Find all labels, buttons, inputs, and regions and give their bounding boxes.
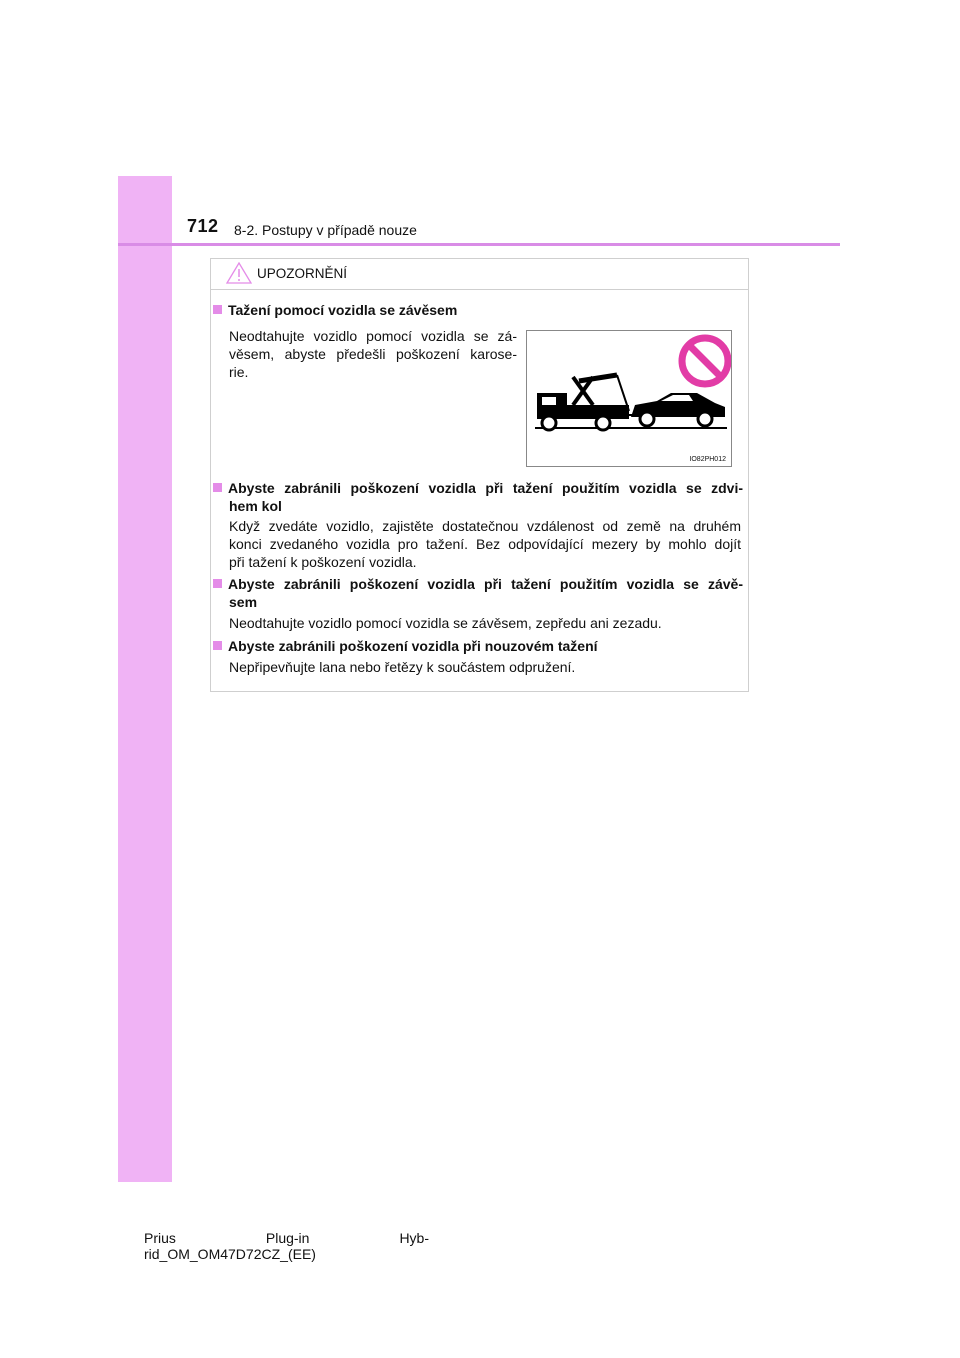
figure-code: IO82PH012 bbox=[689, 456, 726, 463]
item-title: Abyste zabránili poškození vozidla při tažení použitím vozidla se zdvi- hem kol bbox=[213, 479, 743, 515]
item-text: Nepřipevňujte lana nebo řetězy k součástem odpružení. bbox=[229, 659, 576, 675]
item-text: Neodtahujte vozidlo pomocí vozidla se závěsem, zepředu ani zezadu. bbox=[229, 615, 662, 631]
warning-header bbox=[211, 259, 748, 290]
warning-box bbox=[210, 258, 749, 692]
section-title: 8-2. Postupy v případě nouze bbox=[234, 222, 417, 238]
item-text: Neodtahujte vozidlo pomocí vozidla se zá- věsem, abyste předešli poškození karose- rie. bbox=[229, 328, 517, 380]
bullet-square-icon bbox=[213, 641, 222, 650]
warning-triangle-icon bbox=[226, 262, 252, 284]
warning-label: UPOZORNĚNÍ bbox=[257, 266, 348, 281]
page-number: 712 bbox=[187, 216, 219, 236]
footer: Prius Plug-in Hyb- rid_OM_OM47D72CZ_(EE) bbox=[144, 1230, 429, 1262]
tow-truck-illustration bbox=[527, 331, 731, 466]
bullet-square-icon bbox=[213, 483, 222, 492]
tow-truck-figure bbox=[526, 330, 732, 467]
bullet-square-icon bbox=[213, 305, 222, 314]
item-title: Abyste zabránili poškození vozidla při tažení použitím vozidla se závě- sem bbox=[213, 575, 743, 611]
chapter-sidebar-tab bbox=[118, 176, 172, 1182]
item-title: Abyste zabránili poškození vozidla při nouzovém tažení bbox=[213, 637, 598, 655]
item-title: Tažení pomocí vozidla se závěsem bbox=[213, 301, 457, 319]
bullet-square-icon bbox=[213, 579, 222, 588]
item-text: Když zvedáte vozidlo, zajistěte dostatečnou vzdálenost od země na druhém konci zvedaného vozidla pro tažení. Bez odpovídající mezery by mohlo dojít při tažení k poškození vozidla. bbox=[229, 518, 741, 570]
header-divider bbox=[118, 243, 840, 246]
